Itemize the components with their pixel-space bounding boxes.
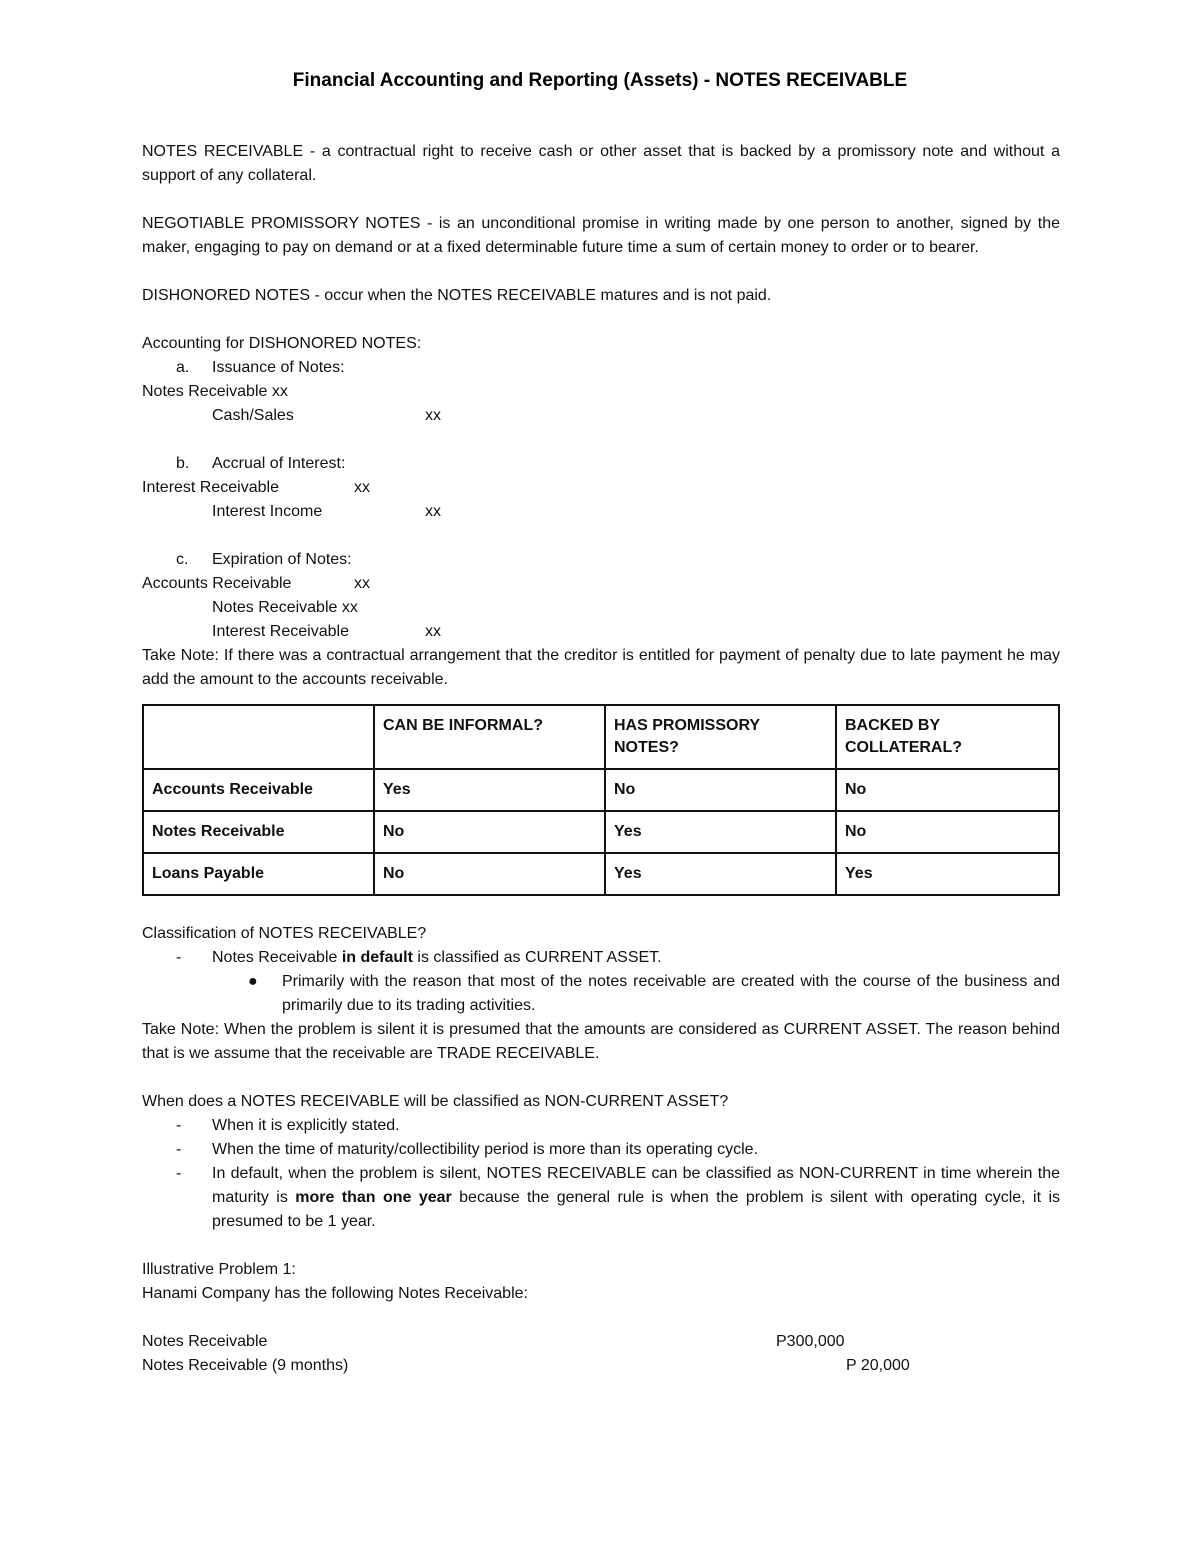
classification-bullet: ● Primarily with the reason that most of the notes receivable are created with the course of the business and primarily due to its trading activities. — [142, 970, 1060, 1018]
dash-marker: - — [176, 1117, 182, 1134]
step-b-title: Accrual of Interest: — [212, 455, 346, 472]
noncurrent-item-1: - When it is explicitly stated. — [142, 1114, 1060, 1138]
step-c-title: Expiration of Notes: — [212, 551, 352, 568]
document-body — [142, 140, 1060, 1378]
definition-dishonored-notes: DISHONORED NOTES - occur when the NOTES RECEIVABLE matures and is not paid. — [142, 287, 772, 304]
take-note-penalty: Take Note: If there was a contractual arrangement that the creditor is entitled for payment of penalty due to late payment he may add the amount to the accounts receivable. — [142, 647, 1060, 688]
definition-notes-receivable: NOTES RECEIVABLE - a contractual right to receive cash or other asset that is backed by a promissory note and without a support of any collateral. — [142, 143, 1060, 184]
table-row — [143, 853, 1059, 895]
table-row-label: Loans Payable — [143, 853, 374, 895]
table-cell: No — [374, 853, 605, 895]
problem-line-2: Notes Receivable (9 months) P 20,000 — [142, 1357, 910, 1374]
table-cell: Yes — [605, 811, 836, 853]
step-b-label: b. — [176, 455, 190, 472]
step-a-label: a. — [176, 359, 190, 376]
table-cell: No — [836, 811, 1059, 853]
table-cell: Yes — [374, 769, 605, 811]
table-cell: Yes — [836, 853, 1059, 895]
table-row — [143, 769, 1059, 811]
table-header-cell — [605, 705, 836, 769]
step-a-title: Issuance of Notes: — [212, 359, 345, 376]
bullet-icon: ● — [248, 973, 258, 990]
header-word: HAS PROMISSORY NOTES? — [614, 717, 760, 756]
dash-marker: - — [176, 949, 182, 966]
step-b — [142, 452, 1060, 476]
entry-b-debit: Interest Receivable xx — [142, 479, 370, 496]
table-row-label: Accounts Receivable — [143, 769, 374, 811]
step-c-label: c. — [176, 551, 189, 568]
table-header-cell — [143, 705, 374, 769]
comparison-table — [142, 704, 1060, 896]
take-note-current-asset: Take Note: When the problem is silent it is presumed that the amounts are considered as CURRENT ASSET. The reason behind that is we assume that the receivable are TRADE RECEIVABLE. — [142, 1021, 1060, 1062]
emphasis-in-default: in default — [341, 949, 413, 966]
noncurrent-item-2: - When the time of maturity/collectibility period is more than its operating cycle. — [142, 1138, 1060, 1162]
entry-b-credit: Interest Income xx — [212, 503, 441, 520]
noncurrent-heading: When does a NOTES RECEIVABLE will be classified as NON-CURRENT ASSET? — [142, 1093, 729, 1110]
table-header-cell: BACKED BY COLLATERAL? — [836, 705, 1059, 769]
dash-marker: - — [176, 1165, 182, 1182]
entry-a-credit: Cash/Sales xx — [212, 407, 441, 424]
table-header-cell: CAN BE INFORMAL? — [374, 705, 605, 769]
table-row-label: Notes Receivable — [143, 811, 374, 853]
definition-negotiable-notes: NEGOTIABLE PROMISSORY NOTES - is an unconditional promise in writing made by one person to another, signed by the maker, engaging to pay on demand or at a fixed determinable future time a sum of certain money to order or to bearer. — [142, 215, 1060, 256]
emphasis-more-than-one-year: more than one year — [295, 1189, 452, 1206]
table-cell: No — [836, 769, 1059, 811]
problem-intro: Hanami Company has the following Notes Receivable: — [142, 1285, 528, 1302]
table-cell: Yes — [605, 853, 836, 895]
classification-item: - Notes Receivable in default is classified as CURRENT ASSET. — [142, 946, 1060, 970]
classification-heading: Classification of NOTES RECEIVABLE? — [142, 925, 427, 942]
table-row — [143, 811, 1059, 853]
entry-c-debit: Accounts Receivable xx — [142, 575, 370, 592]
table-cell: No — [374, 811, 605, 853]
step-c — [142, 548, 1060, 572]
dash-marker: - — [176, 1141, 182, 1158]
entry-c-credit-1: Notes Receivable xx — [212, 599, 358, 616]
page-title: Financial Accounting and Reporting (Assets) - NOTES RECEIVABLE — [292, 70, 908, 91]
entry-a-debit: Notes Receivable xx — [142, 383, 288, 400]
entry-c-credit-2: Interest Receivable xx — [212, 623, 441, 640]
noncurrent-item-3: - In default, when the problem is silent, NOTES RECEIVABLE can be classified as NON-CURRENT in time wherein the maturity is more than one year because the general rule is when the problem is silent with operating cycle, it is presumed to be 1 year. — [142, 1162, 1060, 1234]
problem-line-1: Notes Receivable P300,000 — [142, 1333, 845, 1350]
accounting-heading: Accounting for DISHONORED NOTES: — [142, 335, 422, 352]
table-header-row — [143, 705, 1059, 769]
problem-heading: Illustrative Problem 1: — [142, 1261, 296, 1278]
step-a — [142, 356, 1060, 380]
table-cell: No — [605, 769, 836, 811]
